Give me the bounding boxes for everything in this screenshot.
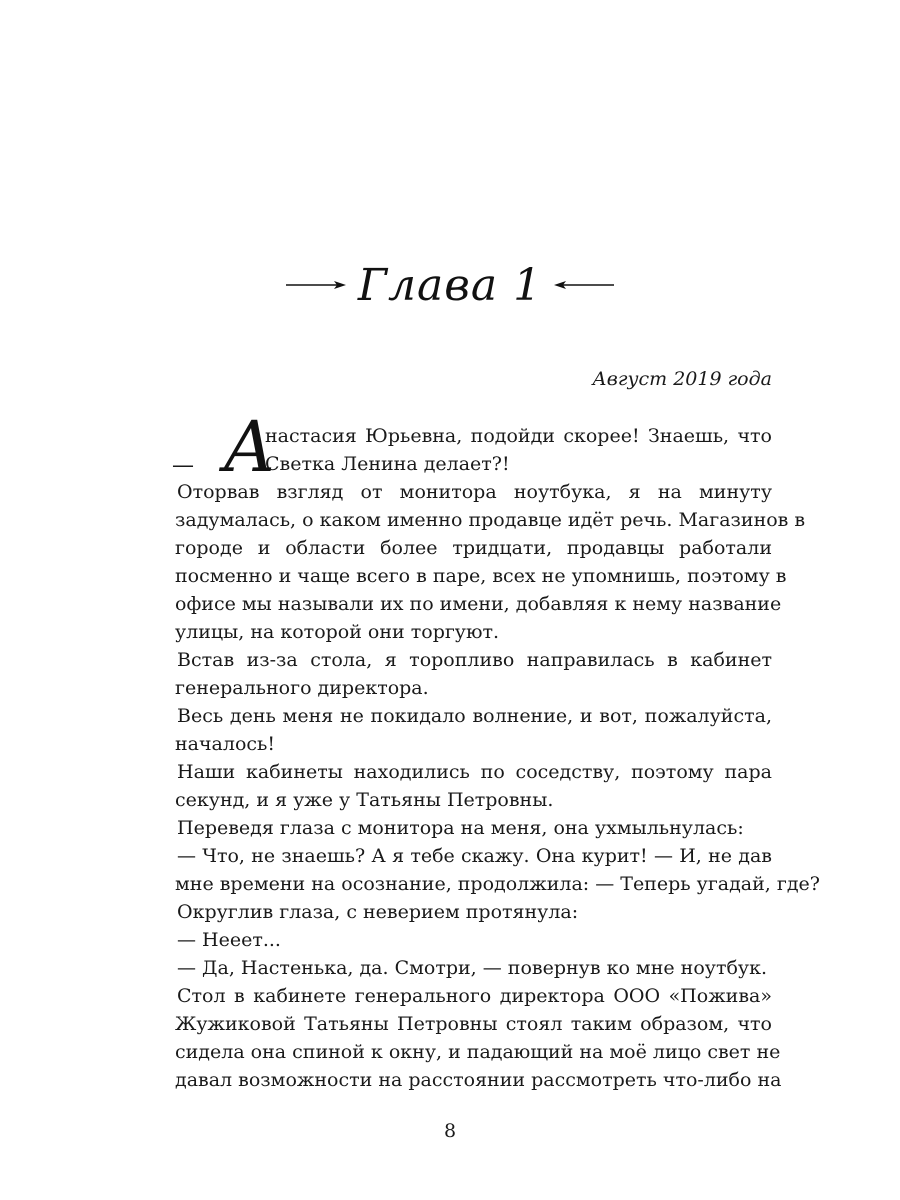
text-line: — Что, не знаешь? А я тебе скажу. Она курит! — И, не дав (177, 845, 772, 867)
text-line: городе и области более тридцати, продавцы работали (175, 537, 772, 559)
paragraph (175, 982, 782, 1094)
drop-cap: А (223, 406, 277, 488)
text-line: Стол в кабинете генерального директора ООО «Пожива» (177, 985, 772, 1007)
text-line: улицы, на которой они торгуют. (175, 621, 500, 643)
date-line: Август 2019 года (592, 368, 772, 390)
paragraph (175, 954, 772, 982)
text-line: офисе мы называли их по имени, добавляя к нему название (175, 593, 782, 615)
paragraph (175, 926, 772, 954)
text-line: Весь день меня не покидало волнение, и вот, пожалуйста, (177, 705, 772, 727)
text-line: секунд, и я уже у Татьяны Петровны. (175, 789, 554, 811)
text-line: Встав из-за стола, я торопливо направилась в кабинет (177, 649, 772, 671)
text-line: Переведя глаза с монитора на меня, она ухмыльнулась: (177, 817, 744, 839)
text-line: посменно и чаще всего в паре, всех не упомнишь, поэтому в (175, 565, 787, 587)
paragraph (175, 702, 772, 758)
text-line: Округлив глаза, с неверием протянула: (177, 901, 579, 923)
paragraph (175, 758, 772, 814)
paragraph (175, 646, 772, 702)
text-line: Жужиковой Татьяны Петровны стоял таким образом, что (175, 1013, 772, 1035)
right-ornament-icon (552, 279, 614, 291)
text-line: Наши кабинеты находились по соседству, поэтому пара (177, 761, 772, 783)
page-number: 8 (443, 1120, 457, 1142)
text-line: — Нееет... (177, 929, 281, 951)
text-line: Оторвав взгляд от монитора ноутбука, я на минуту (177, 481, 772, 503)
text-line: — Да, Настенька, да. Смотри, — повернув ко мне ноутбук. (177, 957, 767, 979)
paragraph (175, 814, 772, 842)
text-line: настасия Юрьевна, подойди скорее! Знаешь, что (265, 425, 772, 447)
text-line: генерального директора. (175, 677, 429, 699)
text-line: Светка Ленина делает?! (265, 453, 510, 475)
paragraph (175, 898, 772, 926)
text-line: сидела она спиной к окну, и падающий на моё лицо свет не (175, 1041, 781, 1063)
chapter-heading (0, 255, 900, 315)
text-line: мне времени на осознание, продолжила: — Теперь угадай, где? (175, 873, 820, 895)
body-text (172, 406, 820, 1094)
text-line: началось! (175, 733, 276, 755)
left-ornament-icon (286, 279, 348, 291)
paragraph (175, 478, 806, 646)
text-line: давал возможности на расстоянии рассмотреть что-либо на (175, 1069, 782, 1091)
chapter-title: Глава 1 (357, 259, 543, 311)
opening-paragraph (172, 406, 772, 488)
opening-dash: — (172, 453, 194, 478)
paragraph (175, 842, 820, 898)
text-line: задумалась, о каком именно продавце идёт речь. Магазинов в (175, 509, 806, 531)
